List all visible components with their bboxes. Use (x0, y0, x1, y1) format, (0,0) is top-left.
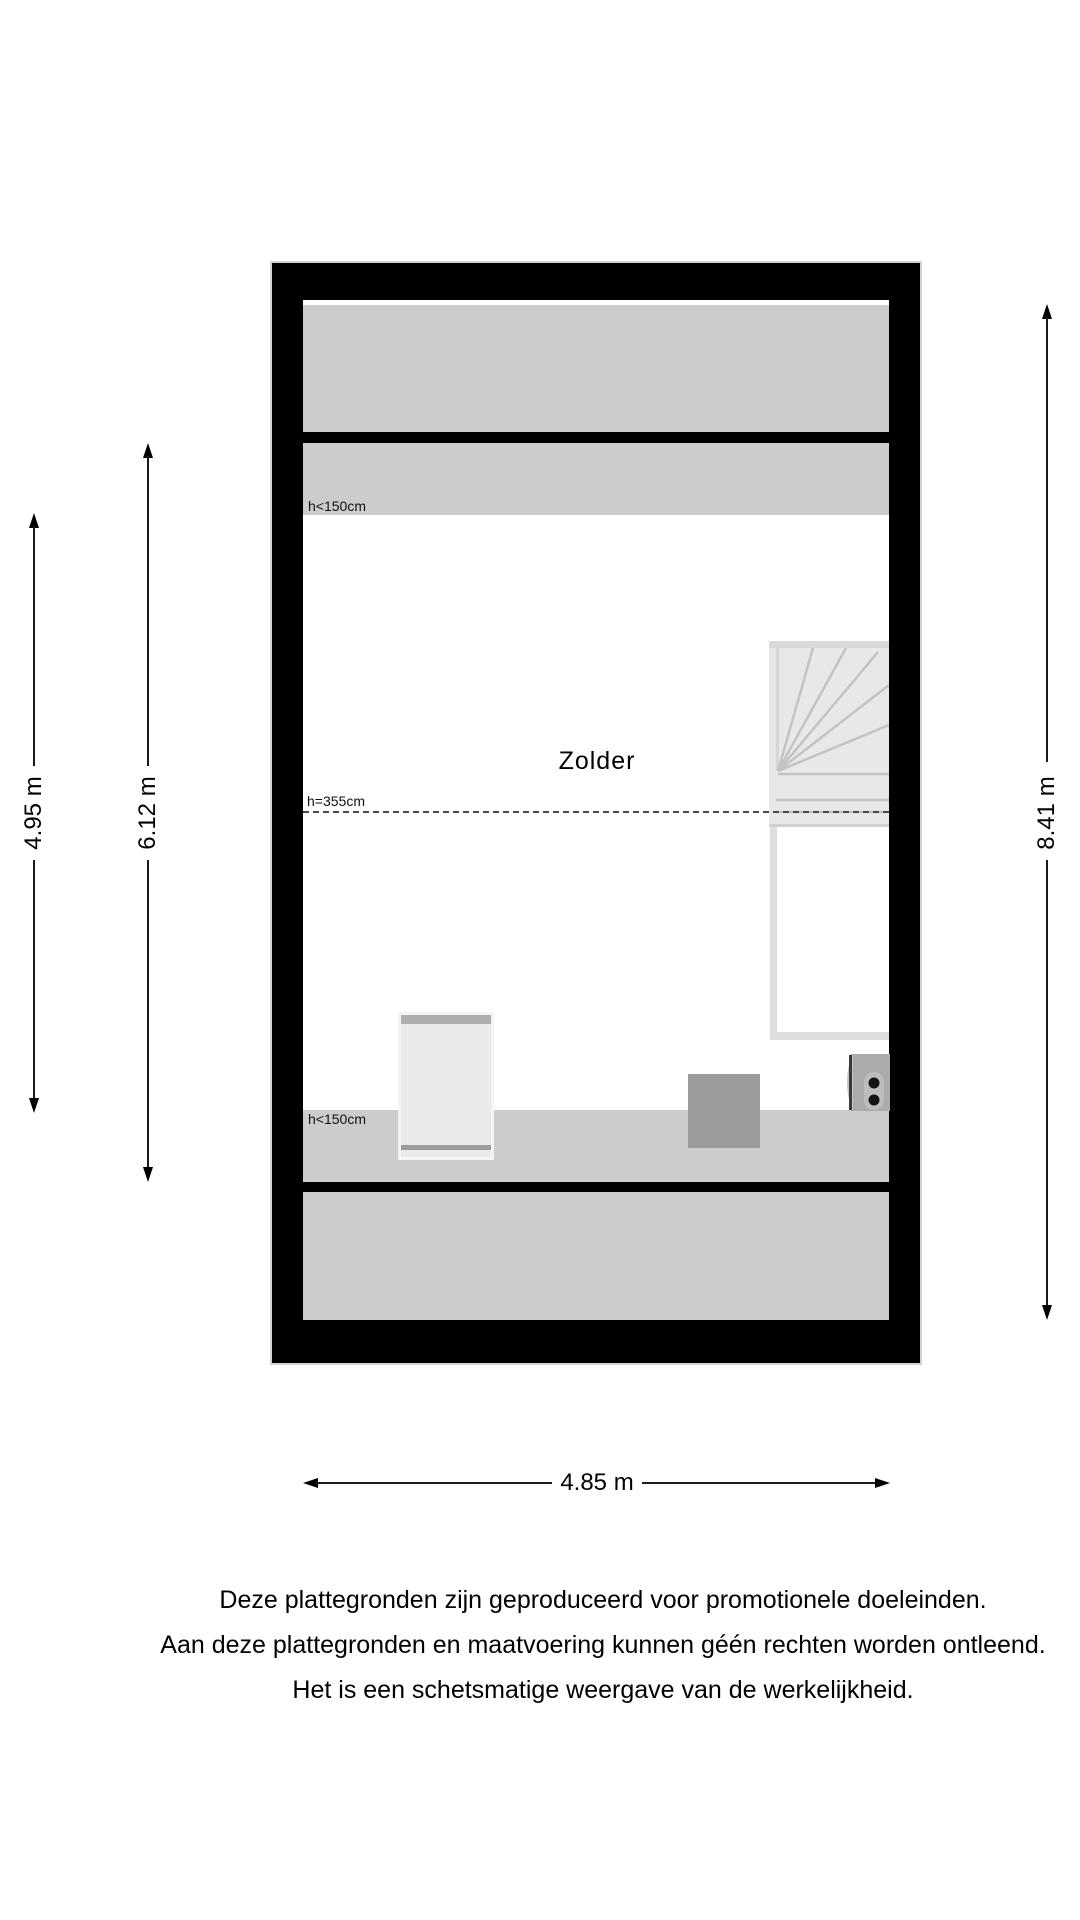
dim-left-inner-label: 6.12 m (134, 776, 161, 850)
lower-low-height-label: h<150cm (308, 1111, 366, 1127)
staircase (769, 641, 889, 832)
dim-right-arrowhead-bottom (1042, 1305, 1052, 1320)
ridge-height-label: h=355cm (307, 793, 365, 809)
dim-bottom-shaft-right (642, 1482, 876, 1484)
dim-left-outer-arrowhead-bottom (29, 1098, 39, 1113)
dim-left-inner-shaft-bottom (147, 860, 149, 1169)
dim-left-inner-arrowhead-bottom (143, 1167, 153, 1182)
dim-right-shaft-top (1046, 317, 1048, 762)
interior-wall-bottom (303, 1182, 889, 1192)
staircase-icon (769, 641, 889, 827)
stair-void (770, 827, 889, 1040)
low-height-zone-top (303, 305, 889, 432)
dim-left-inner-shaft-top (147, 456, 149, 766)
dim-left-outer-label: 4.95 m (20, 776, 47, 850)
upper-low-height-label: h<150cm (308, 498, 366, 514)
boiler (839, 1054, 890, 1116)
cabinet-body (401, 1015, 491, 1157)
dim-left-outer-shaft-top (33, 526, 35, 766)
dim-left-outer-shaft-bottom (33, 860, 35, 1100)
low-height-zone-lower (303, 1110, 889, 1182)
ridge-dashed-line (303, 811, 889, 813)
disclaimer-line-1: Deze plattegronden zijn geproduceerd voor promotionele doeleinden. (219, 1586, 987, 1614)
chimney-block (688, 1074, 760, 1148)
disclaimer-text (103, 1578, 1080, 1713)
disclaimer-line-2: Aan deze plattegronden en maatvoering kunnen géén rechten worden ontleend. (160, 1631, 1046, 1659)
room-name-label: Zolder (558, 747, 636, 775)
dim-bottom-arrowhead-right (875, 1478, 890, 1488)
dim-bottom-label: 4.85 m (560, 1469, 634, 1496)
dim-right-label: 8.41 m (1033, 776, 1060, 850)
cabinet-top-edge (401, 1015, 491, 1024)
interior-wall-top (303, 432, 889, 443)
dim-bottom-shaft-left (316, 1482, 552, 1484)
dim-right-shaft-bottom (1046, 860, 1048, 1307)
low-height-zone-bottom (303, 1192, 889, 1320)
disclaimer-line-3: Het is een schetsmatige weergave van de werkelijkheid. (292, 1676, 914, 1704)
boiler-icon (839, 1054, 890, 1111)
cabinet (398, 1012, 494, 1160)
low-height-zone-upper (303, 443, 889, 515)
cabinet-bottom-edge (401, 1145, 491, 1150)
